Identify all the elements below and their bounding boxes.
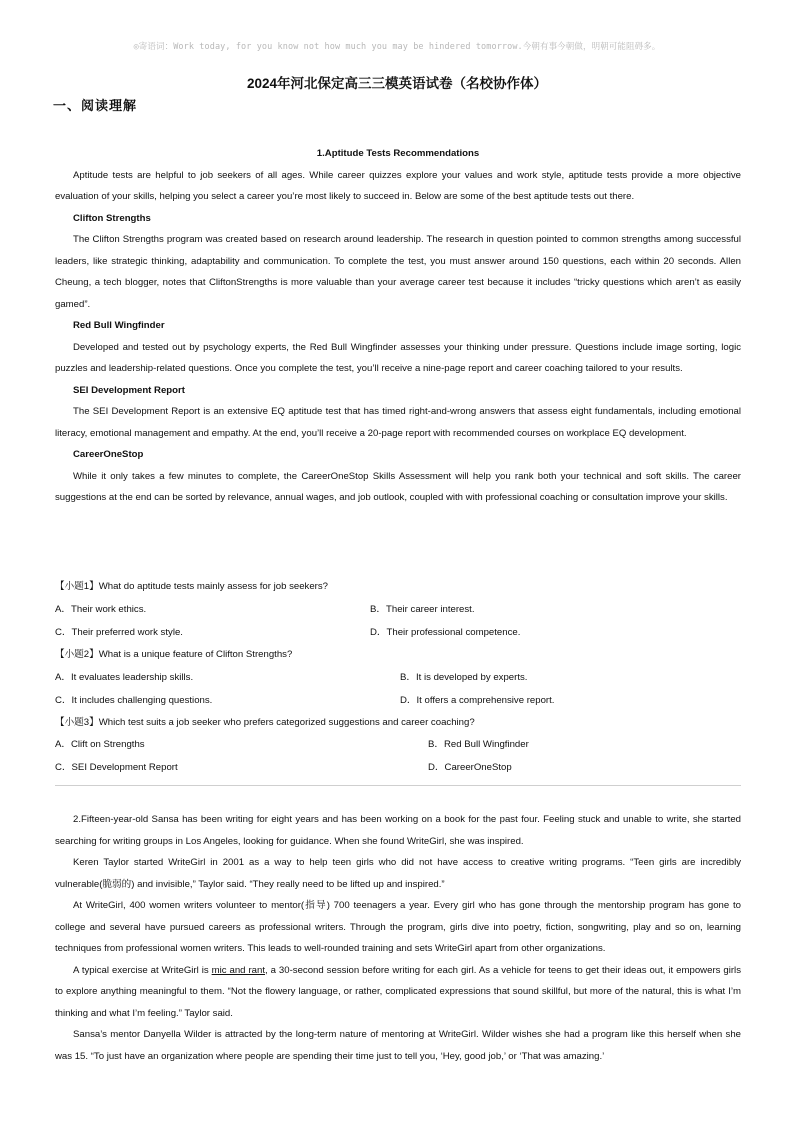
page-title: 2024年河北保定高三三模英语试卷（名校协作体） (246, 76, 548, 91)
question-3-option-d[interactable]: D．CareerOneStop (428, 762, 512, 773)
subheading-careeronestop: CareerOneStop (73, 449, 144, 460)
passage-1-intro: Aptitude tests are helpful to job seekers of all ages. While career quizzes explore your values and work style, aptitude tests provide a more objective evaluation of your skills, helping you select a career you’re most likely to succeed in. Below are some of the best aptitude tests out there. (55, 169, 741, 202)
question-2-option-b[interactable]: B．It is developed by experts. (400, 672, 528, 683)
passage-2-paragraph-4 (55, 960, 741, 1025)
passage-1 (55, 143, 741, 509)
paragraph-careeronestop: While it only takes a few minutes to complete, the CareerOneStop Skills Assessment will help you rank both your technical and soft skills. The career suggestions at the end can be sorted by relevance, annual wages, and job outlook, coupled with with professional coaching or consultation improve your skills. (55, 470, 741, 503)
question-3-stem: 【小题3】Which test suits a job seeker who prefers categorized suggestions and career coaching? (55, 717, 475, 728)
question-2-option-c[interactable]: C．It includes challenging questions. (55, 695, 213, 706)
question-2-stem: 【小题2】What is a unique feature of Clifton Strengths? (55, 649, 293, 660)
question-1-option-c[interactable]: C．Their preferred work style. (55, 627, 183, 638)
subheading-redbull: Red Bull Wingfinder (73, 320, 165, 331)
paragraph-redbull: Developed and tested out by psychology experts, the Red Bull Wingfinder assesses your thinking under pressure. Questions include image sorting, logic puzzles and leadership-related questions. Once you complete the test, you’ll receive a nine-page report and career coaching tailored to your results. (55, 341, 741, 374)
section-divider (55, 785, 741, 786)
question-1-option-a[interactable]: A．Their work ethics. (55, 604, 147, 615)
passage-2-paragraph-1: 2.Fifteen-year-old Sansa has been writing for eight years and has been working on a book for the past four. Feeling stuck and unable to write, she started searching for writing groups in Los Angeles, looking for guidance. When she found WriteGirl, she was inspired. (55, 814, 741, 847)
subheading-clifton: Clifton Strengths (73, 212, 151, 224)
passage-2-paragraph-2: Keren Taylor started WriteGirl in 2001 as a way to help teen girls who did not have access to creative writing programs. “Teen girls are incredibly vulnerable(脆弱的) and invisible,” Taylor said. “They really need to be lifted up and inspired.” (55, 857, 741, 890)
paragraph-sei: The SEI Development Report is an extensive EQ aptitude test that has timed right-and-wrong answers that assess eight fundamentals, including emotional literacy, emotional management and empathy. At the end, you’ll receive a 20-page report with recommended courses on workplace EQ development. (55, 406, 741, 439)
header-motto: ◎寄语词：Work today, for you know not how much you may be hindered tomorrow.今朝有事今朝做，明朝可能阻碍多。 (133, 42, 661, 52)
passage-2-paragraph-3: At WriteGirl, 400 women writers volunteer to mentor(指导) 700 teenagers a year. Every girl who has gone through the mentorship program has gone to college and several have pursued careers as professional writers. Through the program, girls dive into poetry, fiction, songwriting, play and so on, learning techniques from professional women writers. This leads to well-rounded training and sets WriteGirl apart from other organizations. (55, 900, 741, 954)
question-3-option-c[interactable]: C．SEI Development Report (55, 762, 178, 773)
section-heading: 一、阅读理解 (53, 99, 138, 114)
question-3-option-b[interactable]: B．Red Bull Wingfinder (428, 739, 529, 750)
question-1-option-d[interactable]: D．Their professional competence. (370, 627, 521, 638)
question-1-option-b[interactable]: B．Their career interest. (370, 604, 475, 615)
question-3-option-a[interactable]: A．Clift on Strengths (55, 739, 145, 750)
paragraph-4-start: A typical exercise at WriteGirl is (73, 964, 212, 976)
question-2-option-d[interactable]: D．It offers a comprehensive report. (400, 695, 555, 706)
passage-2-paragraph-5: Sansa’s mentor Danyella Wilder is attracted by the long-term nature of mentoring at WriteGirl. Wilder wishes she had a program like this herself when she was 15. “To just have an organization where people are spending their time just to tell you, ‘Hey, good job,’ or ‘That was amazing.’ (55, 1029, 741, 1062)
question-2-option-a[interactable]: A．It evaluates leadership skills. (55, 672, 194, 683)
paragraph-4-rest: , a 30-second session before writing for each girl. As a vehicle for teens to get their ideas out, it empowers girls to explore anything meaningful to them. “Not the flowery language, or rather, complicated expressions that sound skillful, but more of the natural, this is what I’m thinking and what I’m feeling.” Taylor said. (55, 964, 741, 1019)
subheading-sei: SEI Development Report (73, 384, 185, 396)
question-1-stem: 【小题1】What do aptitude tests mainly assess for job seekers? (55, 581, 329, 592)
paragraph-clifton: The Clifton Strengths program was created based on research around leadership. The research in question pointed to common strengths among successful leaders, like strategic thinking, adaptability and communication. To complete the test, you must answer around 150 questions, each within 20 seconds. Allen Cheung, a tech blogger, notes that CliftonStrengths is more valuable than your average career test because it includes “tricky questions which aren’t as easily gamed”. (55, 234, 741, 310)
passage-2 (55, 809, 741, 1067)
underlined-phrase: mic and rant (211, 964, 265, 976)
passage-1-title: 1.Aptitude Tests Recommendations (316, 148, 480, 159)
